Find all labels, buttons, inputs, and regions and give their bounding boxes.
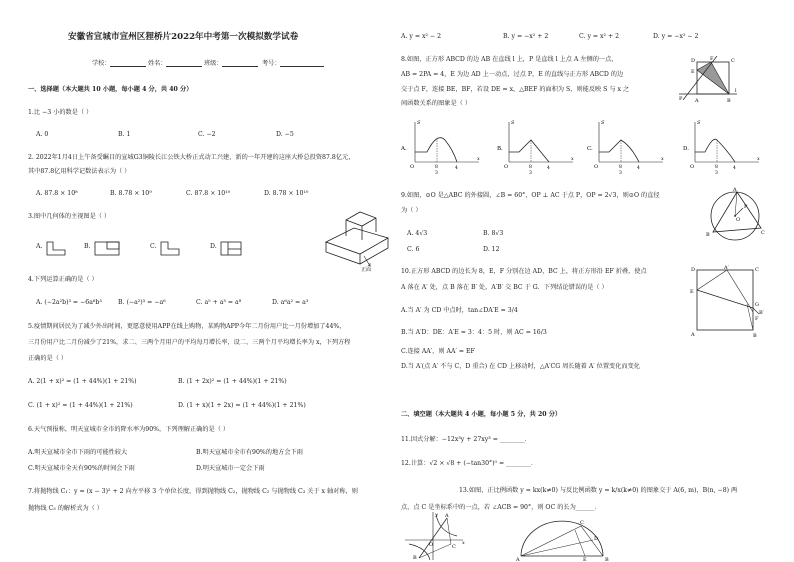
q3-solid-figure — [324, 208, 390, 270]
q14-semicircle-figure — [515, 516, 615, 562]
q10-label-g: G — [755, 302, 759, 308]
q9-label-a: A — [733, 187, 737, 193]
q13-label-a: A — [445, 513, 449, 519]
svg-text:S: S — [697, 120, 701, 126]
q1-option-b[interactable]: B. 1 — [118, 131, 131, 138]
q8-graph-a[interactable] — [400, 120, 480, 176]
q3-shape-c — [160, 240, 180, 256]
q9-line2: 为（ ） — [401, 207, 422, 214]
q13-label-y: y — [435, 512, 438, 518]
q11-text: 11.因式分解：−12x³y + 27xy³ = ________． — [401, 436, 531, 443]
svg-text:O: O — [690, 164, 695, 170]
q8-label-c: C — [731, 58, 735, 64]
name-label: 姓名： — [148, 60, 167, 67]
q13-label-b: B — [413, 555, 417, 561]
q3-option-c[interactable]: C. — [150, 243, 157, 250]
q8-label-d: D — [691, 58, 696, 64]
svg-text:x: x — [757, 156, 760, 162]
q8-label-l: l — [735, 88, 737, 94]
q10-label-d: D — [691, 267, 696, 273]
q13-line2: 点，点 C 是坐标系中的一点，若 ∠ACB = 90°，则 OC 的长为______． — [401, 504, 601, 511]
q10-option-d[interactable]: D.当 A′(点 A′ 不与 C，D 重合) 在 CD 上移动时，△A′CG 周长随着 A′ 位置变化而变化 — [401, 363, 640, 370]
q3-shape-b — [94, 240, 120, 256]
q6-option-b[interactable]: B.明天宣城市全市有90%的地方会下雨 — [196, 449, 303, 456]
q3-shape-d — [220, 240, 242, 256]
q2-line2: 其中87.8亿用科学记数法表示为（ ） — [28, 168, 131, 175]
q14-label-c: C — [580, 520, 584, 526]
svg-text:8: 8 — [435, 165, 438, 170]
q13-function-figure — [403, 510, 467, 562]
q7-option-d[interactable]: D. y = −x² − 2 — [653, 33, 699, 40]
svg-text:4: 4 — [733, 166, 736, 171]
q8-label-p: P — [679, 96, 683, 102]
q8-graph-d[interactable] — [683, 120, 760, 176]
q10-label-c: C — [755, 267, 759, 273]
svg-text:3: 3 — [715, 171, 718, 176]
q2-option-c[interactable]: C. 87.8 × 10¹⁰ — [186, 190, 231, 197]
right-column — [397, 0, 794, 562]
q8-label-f: F — [710, 56, 714, 62]
q8-graph-c[interactable] — [587, 120, 664, 176]
q4-option-c[interactable]: C. a⁵ + a³ = a⁸ — [196, 299, 242, 306]
q13-label-c: C — [452, 544, 456, 550]
q4-option-b[interactable]: B. (−a²)³ = −a⁶ — [118, 299, 166, 306]
q3-option-d[interactable]: D. — [210, 243, 217, 250]
svg-text:3: 3 — [435, 171, 438, 176]
q10-line1: 10.正方形 ABCD 的边长为 8，E，F 分别在边 AD，BC 上，将正方形沿 EF 折叠，使点 — [401, 268, 647, 275]
q6-option-a[interactable]: A.明天宣城市全市下雨的可能性较大 — [28, 449, 128, 456]
svg-text:S: S — [417, 120, 421, 126]
q1-option-d[interactable]: D. −5 — [276, 131, 294, 138]
exam-no-label: 考号： — [262, 60, 281, 67]
class-blank[interactable] — [222, 66, 258, 67]
q4-stem: 4.下列运算正确的是（ ） — [28, 276, 98, 283]
q7-option-c[interactable]: C. y = x² + 2 — [579, 33, 620, 40]
q10-label-a-prime: A′ — [724, 265, 729, 271]
q12-text: 12.计算：√2 × √8 + (−tan30°)⁰ = ________． — [401, 460, 538, 467]
q10-label-f: F — [755, 316, 759, 322]
q9-label-b: B — [706, 232, 710, 238]
q13-label-x: x — [462, 540, 465, 546]
q13-label-o: O — [429, 542, 434, 548]
svg-text:C.: C. — [587, 146, 593, 152]
svg-text:4: 4 — [455, 166, 458, 171]
q3-option-a[interactable]: A. — [36, 243, 43, 250]
q7-line2: 抛物线 C₃ 的解析式为（ ） — [28, 505, 103, 512]
q10-fold-figure — [687, 264, 767, 340]
q9-line1: 9.如图，⊙O 是△ABC 的外接圆，∠B = 60°，OP ⊥ AC 于点 P，OP = 2√3，则⊙O 的直径 — [401, 192, 660, 199]
svg-text:x: x — [661, 156, 664, 162]
q10-option-b[interactable]: B.当 A′D：DE：A′E = 3：4：5 时，则 AC = 16/3 — [401, 329, 547, 336]
svg-text:O: O — [594, 164, 599, 170]
q8-line4: 间函数关系的图象是（ ） — [401, 100, 472, 107]
svg-text:4: 4 — [547, 166, 550, 171]
q3-option-b[interactable]: B. — [84, 243, 91, 250]
svg-text:D.: D. — [683, 146, 689, 152]
q1-stem: 1.比 −3 小的数是（ ） — [28, 109, 93, 116]
school-label: 学校： — [92, 60, 111, 67]
q13-line1: 13.如图，正比例函数 y = kx(k≠0) 与反比例函数 y = k/x(k≠0) 的图象交于 A(6, m)，B(n, −8) 两 — [459, 487, 738, 494]
q5-option-c[interactable]: C. (1 + x)² = (1 + 44%)(1 + 21%) — [28, 402, 133, 409]
svg-text:O: O — [410, 164, 415, 170]
q5-option-d[interactable]: D. (1 + x)(1 + 2x) = (1 + 44%)(1 + 21%) — [178, 402, 306, 409]
q10-option-c[interactable]: C.连接 AA′，则 AA′ = EF — [401, 348, 475, 355]
svg-text:3: 3 — [619, 171, 622, 176]
svg-text:O: O — [504, 164, 509, 170]
q9-label-p: P — [744, 204, 748, 210]
q10-label-b-prime: B′ — [759, 310, 764, 316]
q2-line1: 2. 2022年1月4日上午备受瞩目的宣城G3铜陵长江公铁大桥正式动工兴建，新的一年开建的这座大桥总投资87.8亿元， — [28, 154, 355, 161]
q3-front-label: 正面 — [361, 267, 372, 273]
svg-text:4: 4 — [637, 166, 640, 171]
svg-text:x: x — [477, 156, 480, 162]
q14-label-a: A — [516, 557, 520, 562]
q14-label-e: E — [583, 557, 587, 562]
q1-option-c[interactable]: C. −2 — [198, 131, 216, 138]
q2-option-a[interactable]: A. 87.8 × 10⁸ — [36, 190, 78, 197]
svg-text:x: x — [571, 156, 574, 162]
q10-line2: A 落在 A′ 处，点 B 落在 B′ 处，A′B′ 交 BC 于 G．下列结论错误的是（ ） — [401, 284, 608, 291]
q8-label-e: E — [691, 69, 695, 75]
q8-line3: 交于点 F，连接 BE，BF，若设 DE = x，△BEF 的面积为 S，则能反映 S 与 x 之 — [401, 86, 630, 93]
q7-option-a[interactable]: A. y = x² − 2 — [401, 33, 442, 40]
q4-option-a[interactable]: A. (−2a²b)³ = −6a⁶b³ — [36, 299, 102, 306]
q2-option-d[interactable]: D. 8.78 × 10¹⁰ — [264, 190, 309, 197]
q8-graph-b[interactable] — [497, 120, 574, 176]
q3-stem: 3.图中几何体的主视图是（ ） — [28, 213, 111, 220]
q7-line1: 7.将抛物线 C₁：y = (x − 3)² + 2 向左平移 3 个单位长度，得到抛物线 C₂，抛物线 C₂ 与抛物线 C₃ 关于 x 轴对称，则 — [28, 488, 358, 495]
q14-label-d: D — [594, 536, 599, 542]
q9-option-d[interactable]: D. 12 — [483, 246, 500, 253]
q8-label-b: B — [727, 98, 731, 104]
q3-shape-a — [46, 240, 66, 256]
q9-label-c: C — [761, 230, 765, 236]
svg-text:3: 3 — [529, 171, 532, 176]
exam-no-blank[interactable] — [280, 66, 324, 67]
q6-option-d[interactable]: D.明天宣城市一定会下雨 — [196, 465, 265, 472]
q10-label-b: B — [753, 333, 757, 339]
q9-label-o: O — [736, 217, 741, 223]
q14-label-b: B — [605, 557, 609, 562]
section-fill-heading: 二、填空题（本大题共 4 小题，每小题 5 分，共 20 分） — [401, 411, 562, 418]
q9-option-b[interactable]: B. 8√3 — [483, 230, 504, 237]
svg-text:S: S — [601, 120, 605, 126]
q8-square-figure — [677, 54, 739, 106]
q5-option-a[interactable]: A. 2(1 + x)² = (1 + 44%)(1 + 21%) — [28, 378, 137, 385]
q9-circle-figure — [703, 186, 767, 246]
q9-option-a[interactable]: A. 4√3 — [407, 230, 428, 237]
svg-text:8: 8 — [529, 165, 532, 170]
q10-label-e: E — [690, 289, 694, 295]
q8-line1: 8.如图，正方形 ABCD 的边 AB 在直线 l 上，P 是直线 l 上点 A 左侧的一点， — [401, 56, 618, 63]
q5-option-b[interactable]: B. (1 + 2x)² = (1 + 44%)(1 + 21%) — [178, 378, 287, 385]
svg-text:8: 8 — [619, 165, 622, 170]
class-label: 班级： — [204, 60, 223, 67]
q4-option-d[interactable]: D. a⁶a² = a³ — [272, 299, 309, 306]
q2-option-b[interactable]: B. 8.78 × 10⁹ — [110, 190, 152, 197]
exam-title: 安徽省宣城市宣州区狸桥片2022年中考第一次模拟数学试卷 — [68, 32, 299, 42]
q10-option-a[interactable]: A.当 A′ 为 CD 中点时，tan∠DA′E = 3/4 — [401, 307, 518, 314]
svg-text:A.: A. — [401, 146, 407, 152]
q1-option-a[interactable]: A. 0 — [36, 131, 49, 138]
q6-option-c[interactable]: C.明天宣城市全天有90%的时间会下雨 — [28, 465, 135, 472]
q7-option-b[interactable]: B. y = −x² + 2 — [503, 33, 549, 40]
q10-label-a: A — [691, 332, 695, 338]
q6-stem: 6.天气预报称，明天宣城市全市的降水率为90%，下列理解正确的是（ ） — [28, 426, 230, 433]
q8-line2: AB = 2PA = 4，E 为边 AD 上一动点，过点 P，E 的直线与正方形 ABCD 的边 — [401, 71, 624, 78]
name-blank[interactable] — [166, 66, 202, 67]
svg-text:S: S — [511, 120, 515, 126]
q5-line2: 三月份用户比二月份减少了21%，求二、三两个月用户的平均每月增长率，设二、三两个月平均增长率为 x，下列方程 — [28, 339, 351, 346]
q5-line1: 5.疫情期间居民为了减少外出时间，更愿意使用APP在线上购物，某购物APP今年二月份用户比一月份增加了44%， — [28, 323, 346, 330]
q8-graph-options — [397, 116, 794, 178]
svg-text:8: 8 — [715, 165, 718, 170]
section-choice-heading: 一、选择题（本大题共 10 小题，每小题 4 分，共 40 分） — [28, 86, 193, 93]
q9-option-c[interactable]: C. 6 — [407, 246, 420, 253]
svg-text:B.: B. — [497, 146, 503, 152]
q8-label-a: A — [695, 98, 699, 104]
school-blank[interactable] — [110, 66, 146, 67]
q5-line3: 正确的是（ ） — [28, 355, 68, 362]
